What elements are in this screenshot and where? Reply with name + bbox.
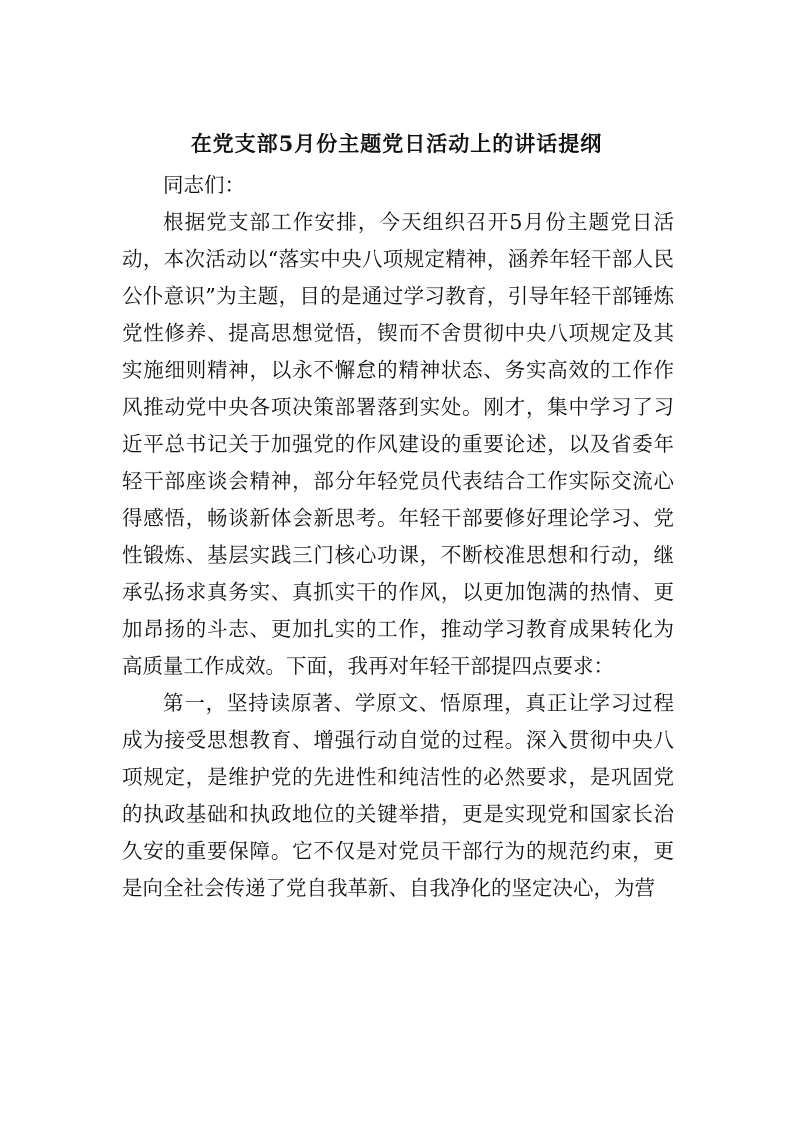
paragraph-first-requirement: 第一，坚持读原著、学原文、悟原理，真正让学习过程成为接受思想教育、增强行动自觉的过程。深入贯彻中央八项规定，是维护党的先进性和纯洁性的必然要求，是巩固党的执政基础和执政地位的关键举措，更是实现党和国家长治久安的重要保障。它不仅是对党员干部行为的规范约束，更是向全社会传递了党自我革新、自我净化的坚定决心，为营: [122, 691, 674, 900]
paragraph-intro: 根据党支部工作安排，今天组织召开5月份主题党日活动，本次活动以“落实中央八项规定精神，涵养年轻干部人民公仆意识”为主题，目的是通过学习教育，引导年轻干部锤炼党性修养、提高思想觉悟，锲而不舍贯彻中央八项规定及其实施细则精神，以永不懈怠的精神状态、务实高效的工作作风推动党中央各项决策部署落到实处。刚才，集中学习了习近平总书记关于加强党的作风建设的重要论述，以及省委年轻干部座谈会精神，部分年轻党员代表结合工作实际交流心得感悟，畅谈新体会新思考。年轻干部要修好理论学习、党性锻炼、基层实践三门核心功课，不断校准思想和行动，继承弘扬求真务实、真抓实干的作风，以更加饱满的热情、更加昂扬的斗志、更加扎实的工作，推动学习教育成果转化为高质量工作成效。下面，我再对年轻干部提四点要求：: [122, 210, 674, 678]
document-body: [122, 167, 674, 907]
salutation: 同志们：: [163, 173, 245, 197]
document-title: 在党支部5月份主题党日活动上的讲话提纲: [190, 131, 603, 156]
